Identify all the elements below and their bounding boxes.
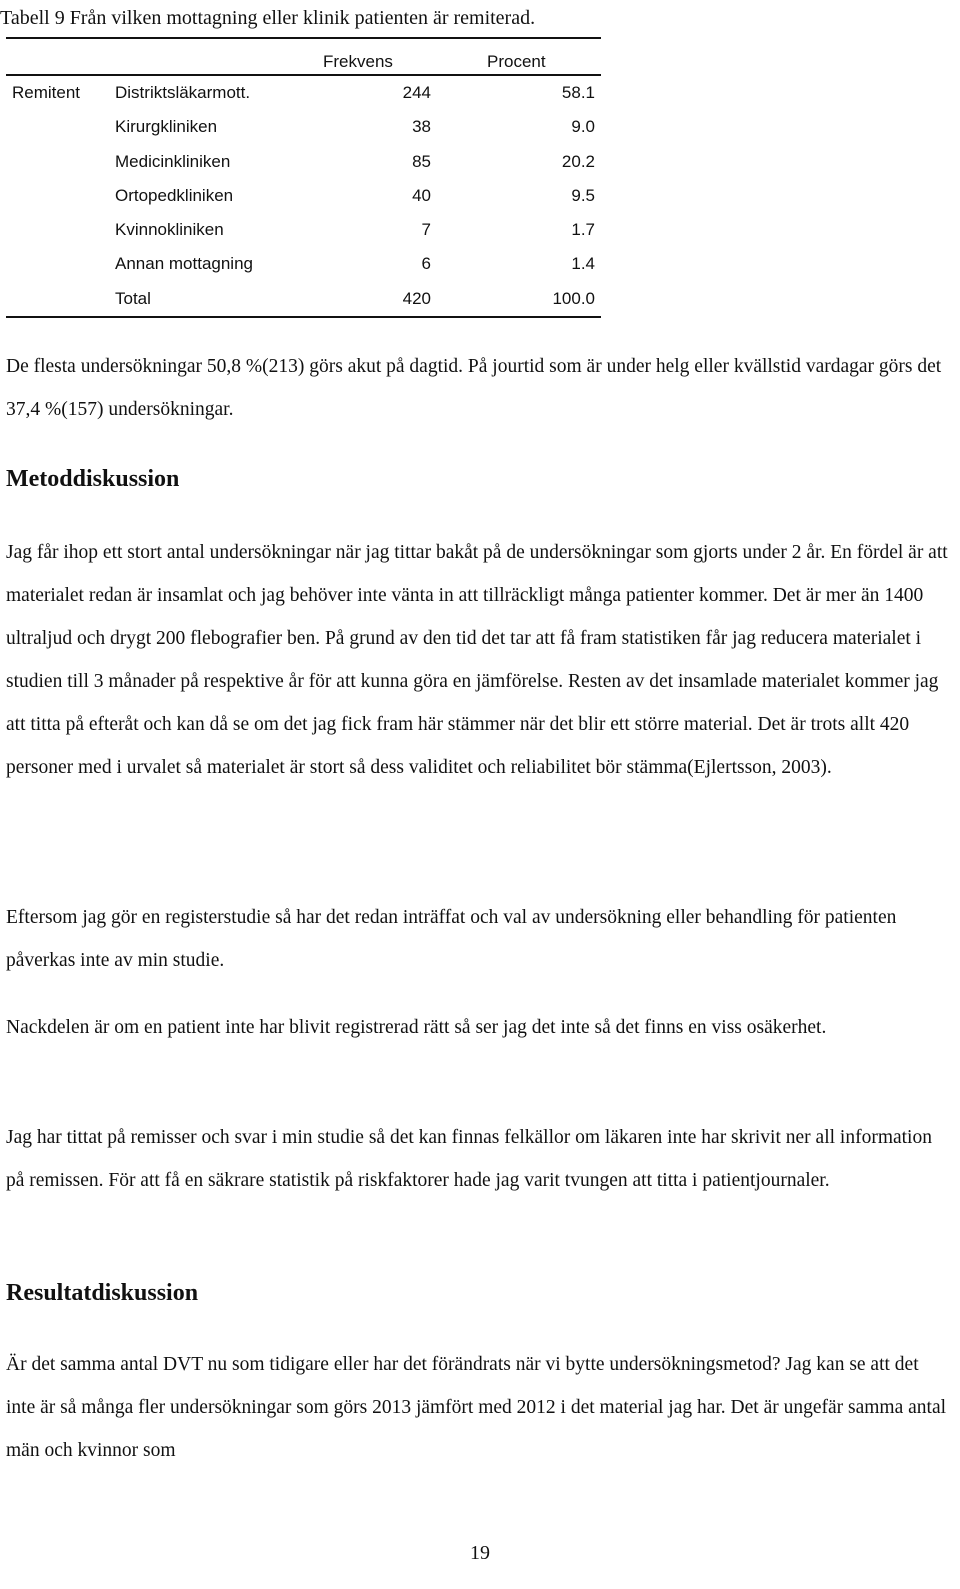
row-category: Medicinkliniken (115, 151, 231, 171)
table-caption: Tabell 9 Från vilken mottagning eller klinik patienten är remiterad. (0, 7, 536, 29)
row-category: Annan mottagning (115, 254, 253, 274)
header-percent: Procent (487, 52, 546, 71)
row-frequency: 40 (412, 185, 431, 205)
table-row-total (6, 282, 601, 316)
table-row (6, 76, 601, 110)
row-frequency: 420 (402, 288, 431, 308)
row-category: Total (115, 288, 151, 308)
table-row (6, 179, 601, 213)
paragraph-method-2: Eftersom jag gör en registerstudie så har det redan inträffat och val av undersökning eller behandling för patienten påverkas inte av min studie. (6, 907, 897, 971)
heading-metoddiskussion: Metoddiskussion (6, 466, 180, 492)
row-category: Distriktsläkarmott. (115, 83, 251, 102)
page-number: 19 (470, 1542, 490, 1564)
row-frequency: 244 (402, 83, 431, 102)
referral-table (6, 37, 601, 318)
row-frequency: 6 (421, 254, 431, 274)
row-percent: 20.2 (561, 151, 595, 171)
paragraph-method-4: Jag har tittat på remisser och svar i min studie så det kan finnas felkällor om läkaren inte har skrivit ner all information på remissen. För att få en säkrare statistik på riskfaktorer hade jag varit tvungen att titta i patientjournaler. (6, 1127, 932, 1191)
row-category: Kvinnokliniken (115, 220, 224, 240)
row-frequency: 85 (412, 151, 431, 171)
table-row (6, 213, 601, 247)
row-percent: 1.7 (571, 220, 595, 240)
row-percent: 9.0 (571, 117, 595, 137)
paragraph-result-1: Är det samma antal DVT nu som tidigare eller har det förändrats när vi bytte undersökningsmetod? Jag kan se att det inte är så många fler undersökningar som görs 2013 jämfört med 2012 i det material jag har. Det är ungefär samma antal män och kvinnor som (6, 1354, 947, 1461)
row-percent: 100.0 (552, 288, 595, 308)
row-percent: 9.5 (571, 185, 595, 205)
paragraph-method-3: Nackdelen är om en patient inte har blivit registrerad rätt så ser jag det inte så det finns en viss osäkerhet. (6, 1017, 827, 1038)
table-row (6, 247, 601, 281)
row-category: Kirurgkliniken (115, 117, 218, 137)
paragraph-timing: De flesta undersökningar 50,8 %(213) görs akut på dagtid. På jourtid som är under helg eller kvällstid vardagar görs det 37,4 %(157) undersökningar. (6, 356, 942, 420)
row-frequency: 38 (412, 117, 431, 137)
heading-resultatdiskussion: Resultatdiskussion (6, 1280, 199, 1306)
header-frequency: Frekvens (323, 52, 393, 71)
table-header (6, 39, 601, 76)
table-row (6, 110, 601, 144)
row-category: Ortopedkliniken (115, 185, 234, 205)
row-percent: 1.4 (571, 254, 595, 274)
row-group-label: Remitent (12, 83, 81, 102)
table-row (6, 145, 601, 179)
row-percent: 58.1 (561, 83, 595, 102)
paragraph-method-1: Jag får ihop ett stort antal undersökningar när jag tittar bakåt på de undersökningar som gjorts under 2 år. En fördel är att materialet redan är insamlat och jag behöver inte vänta in att tillräckligt många patienter kommer. Det är mer än 1400 ultraljud och drygt 200 flebografier ben. På grund av den tid det tar att få fram statistiken får jag reducera materialet i studien till 3 månader på respektive år för att kunna göra en jämförelse. Resten av det insamlade materialet kommer jag att titta på efteråt och kan då se om det jag fick fram här stämmer när det blir ett större material. Det är trots allt 420 personer med i urvalet så materialet är stort så dess validitet och reliabilitet bör stämma(Ejlertsson, 2003). (6, 542, 948, 778)
row-frequency: 7 (421, 220, 431, 240)
